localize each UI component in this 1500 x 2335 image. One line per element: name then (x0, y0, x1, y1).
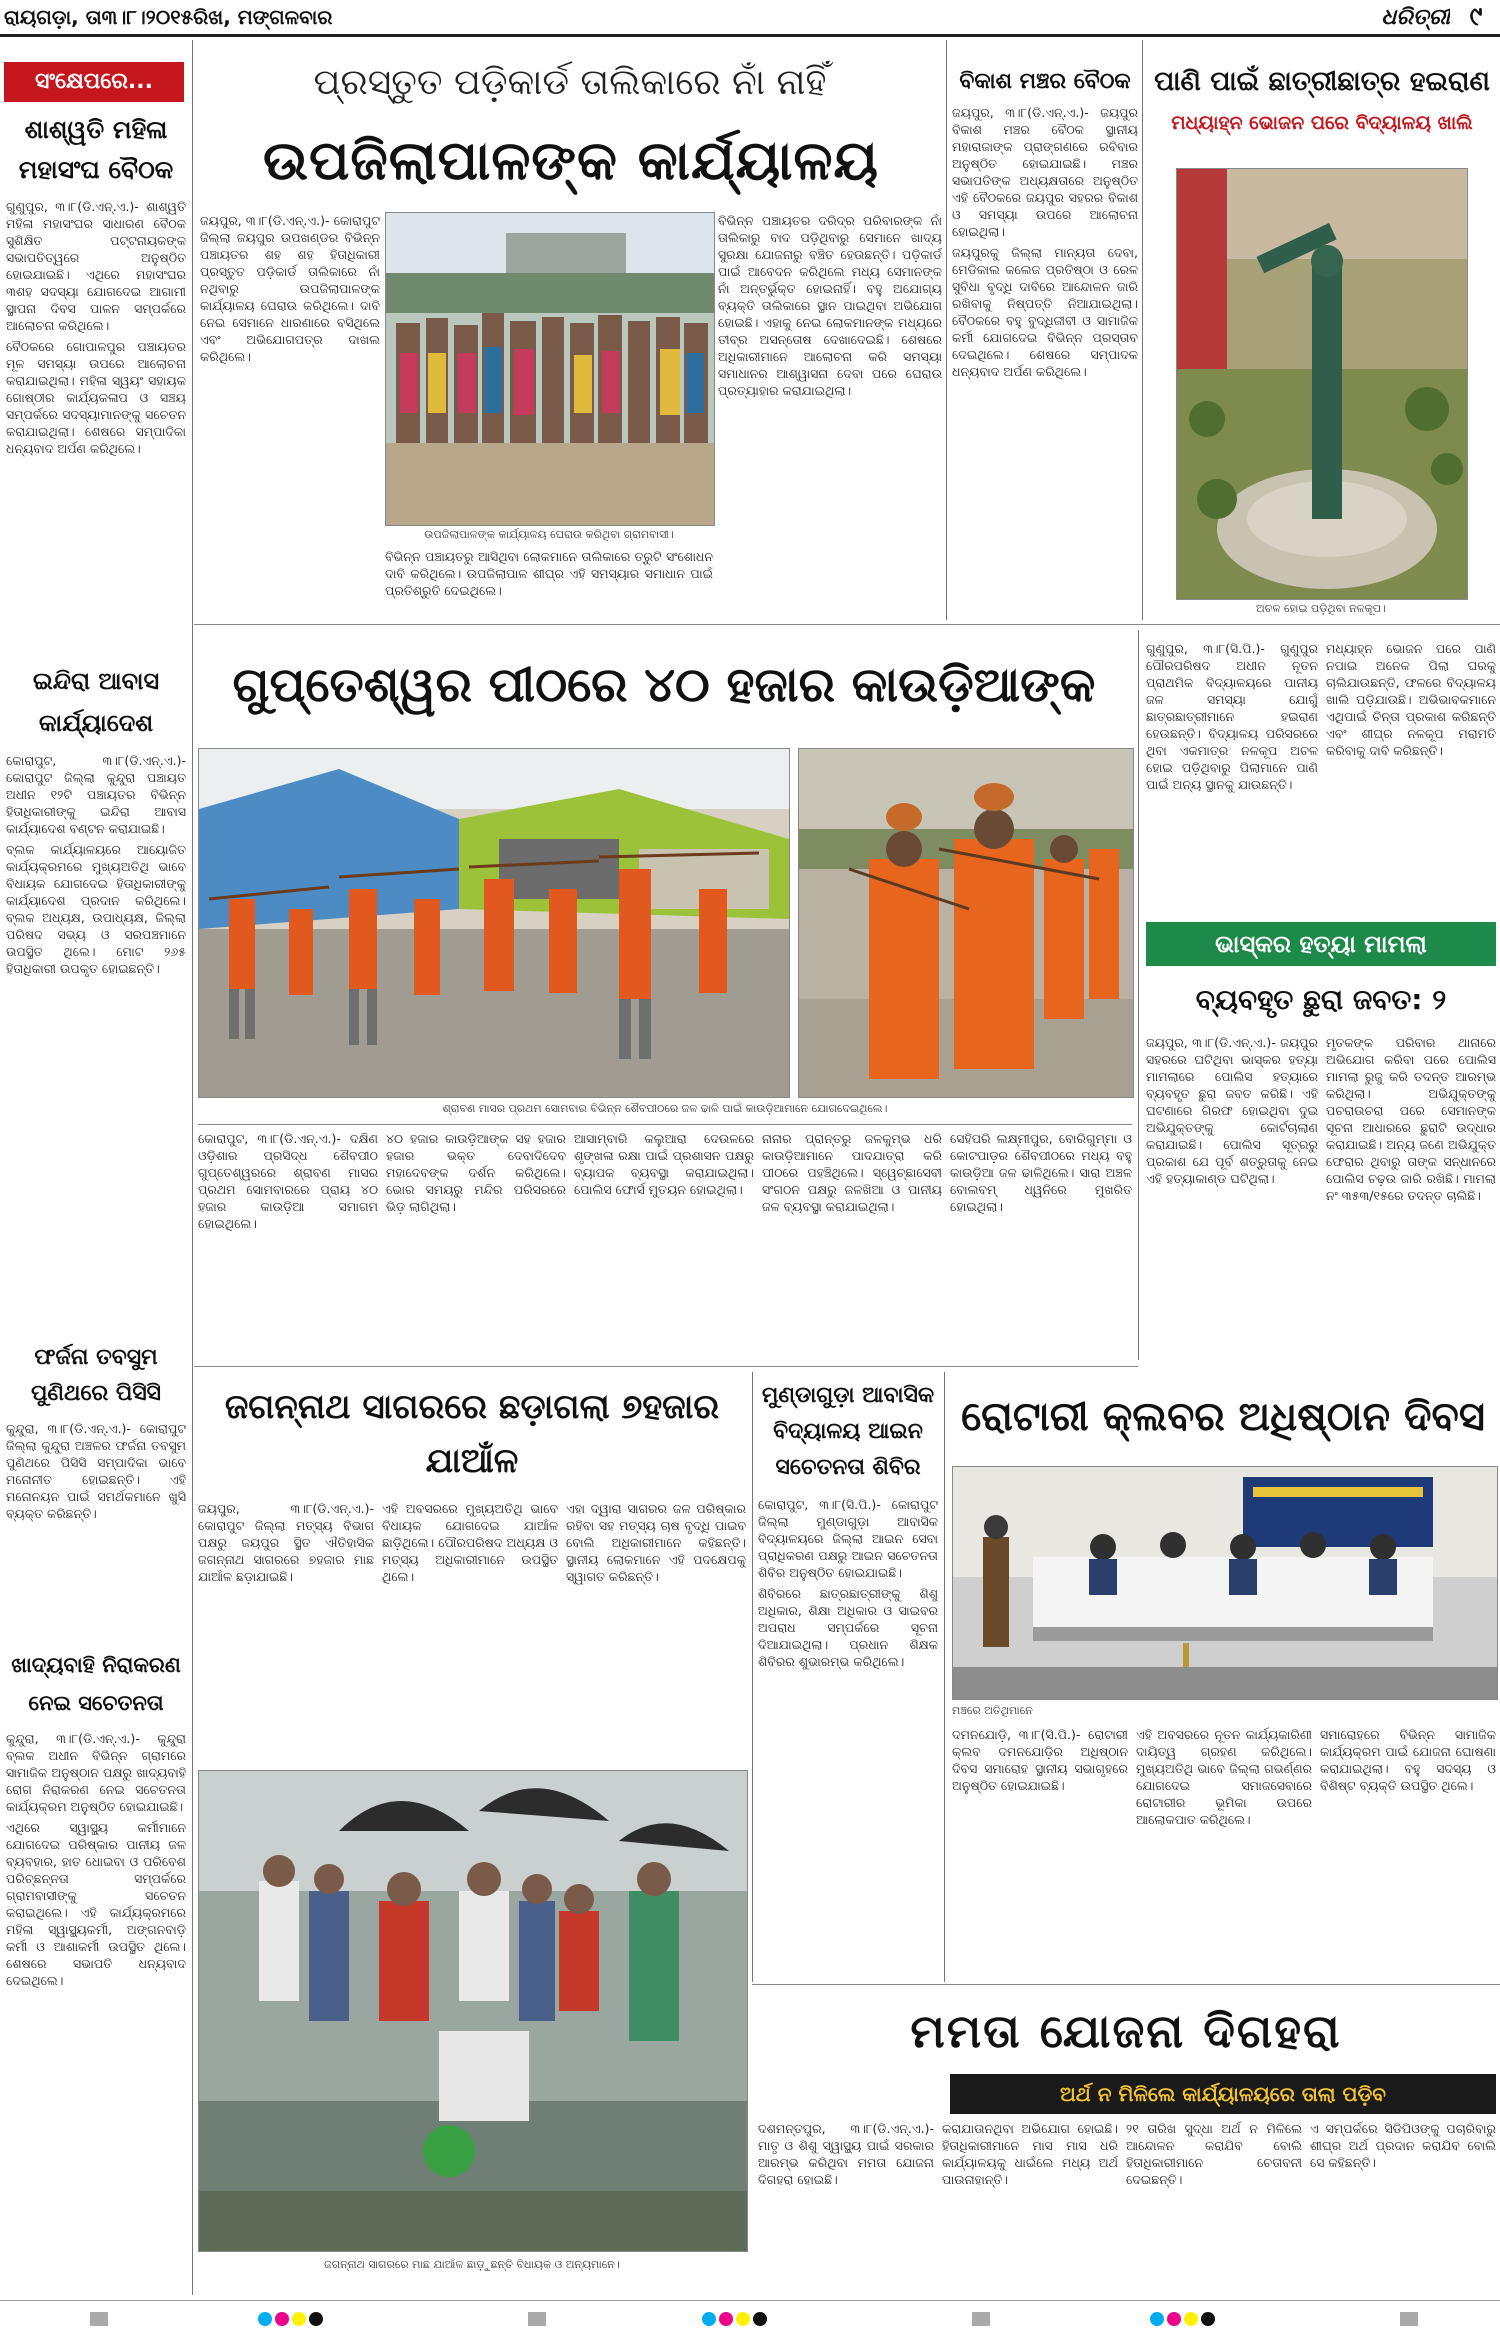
gupteswar-body-col4: ନାନାର ପ୍ରାନ୍ତରୁ ଜଳକୁମ୍ଭ ଧରି କାଉଡ଼ିଆମାନେ ପାଦଯାତ୍ରା କରି ପୀଠରେ ପହଞ୍ଚିଥିଲେ। ସ୍ୱେଚ୍ଛାସେବୀ ସଂଗଠନ ପକ୍ଷରୁ ଜଳଖିଆ ଓ ପାନୀୟ ଜଳ ବ୍ୟବସ୍ଥା କରାଯାଇଥିଲା। (762, 1131, 942, 1214)
photo-handpump-caption: ଅଚଳ ହୋଇ ପଡ଼ିଥିବା ନଳକୂପ। (1256, 602, 1386, 615)
story-water-subheadline: ମଧ୍ୟାହ୍ନ ଭୋଜନ ପରେ ବିଦ୍ୟାଳୟ ଖାଲି (1171, 112, 1473, 134)
gupteswar-body-col2: ୪୦ ହଜାର କାଉଡ଼ିଆଙ୍କ ସହ ହଜାର ହଜାର ଭକ୍ତ ଦେବାଦିଦେବ ମହାଦେବଙ୍କ ଦର୍ଶନ କରିଥିଲେ। ଭୋର ସମୟରୁ ମନ୍ଦିର ପରିସରରେ ଭିଡ଼ ଲାଗିଥିଲା। (386, 1131, 566, 1214)
story-mahila-sangha-body: ଗୁଣୁପୁର, ୩।୮(ଡି.ଏନ୍.ଏ.)- ଶାଶ୍ୱତି ମହିଳା ମହାସଂଘର ସାଧାରଣ ବୈଠକ ସୁଶିକ୍ଷିତ ପଟ୍ଟନାୟକଙ୍କ ସଭାପତିତ୍ୱରେ ଅନୁଷ୍ଠିତ ହୋଇଯାଇଛି। ଏଥିରେ ମହାସଂଘର ୩ଶହ ସଦସ୍ୟା ଯୋଗଦେଇ ଆଗାମୀ ସ୍ଥାପନା ଦିବସ ପାଳନ ସମ୍ପର୍କରେ ଆଲୋଚନା କରିଥିଲେ। ବୈଠକରେ ଗୋପାଳପୁର ପଞ୍ଚାୟତର ମୂଳ ସମସ୍ୟା ଉପରେ ଆଲୋଚନା କରାଯାଇଥିଲା। ମହିଳା ସ୍ୱୟଂ ସହାୟକ ଗୋଷ୍ଠୀର କାର୍ଯ୍ୟକଳାପ ଓ ସଞ୍ଚୟ ସମ୍ପର୍କରେ ସଦସ୍ୟାମାନଙ୍କୁ ସଚେତନ କରାଯାଇଥିଲା। ଶେଷରେ ସମ୍ପାଦିକା ଧନ୍ୟବାଦ ଅର୍ପଣ କରିଥିଲେ। (6, 199, 186, 456)
photo-kaudia-devotees (798, 748, 1134, 1098)
photo-fingerling-caption: ଜଗନ୍ନାଥ ସାଗରରେ ମାଛ ଯାଆଁଳ ଛାଡ଼ୁଛନ୍ତି ବିଧାୟକ ଓ ଅନ୍ୟମାନେ। (324, 2258, 620, 2271)
mamata-headline: ମମତା ଯୋଜନା ଦିଗହରା (910, 2004, 1342, 2058)
mamata-subheadline: ଅର୍ଥ ନ ମିଳିଲେ କାର୍ଯ୍ୟାଳୟରେ ତାଲା ପଡ଼ିବ (950, 2074, 1496, 2114)
photo-protest-crowd (385, 212, 715, 526)
swatch-black (753, 2312, 767, 2326)
swatch-black (309, 2312, 323, 2326)
footer-grey-block-left (90, 2312, 108, 2326)
swatch-magenta (1167, 2312, 1181, 2326)
mundaguda-right-divider (944, 1372, 945, 1982)
gupteswar-right-divider (1138, 630, 1139, 1360)
gupteswar-headline: ଗୁପ୍ତେଶ୍ୱର ପୀଠରେ ୪୦ ହଜାର କାଉଡ଼ିଆଙ୍କ (232, 657, 1096, 713)
swatch-magenta (719, 2312, 733, 2326)
lead-headline: ଉପଜିଲାପାଳଙ୍କ କାର୍ଯ୍ୟାଳୟ (263, 129, 879, 192)
jagannath-body-col3: ଏହା ଦ୍ୱାରା ସାଗରର ଜଳ ପରିଷ୍କାର ରହିବା ସହ ମତ୍ସ୍ୟ ଚାଷ ବୃଦ୍ଧି ପାଇବ ବୋଲି ଅଧିକାରୀମାନେ କହିଛନ୍ତି। ସ୍ଥାନୀୟ ଲୋକମାନେ ଏହି ପଦକ୍ଷେପକୁ ସ୍ୱାଗତ କରିଛନ୍ତି। (566, 1501, 746, 1584)
story-indira-awas-headline: ଇନ୍ଦିରା ଆବାସ କାର୍ଯ୍ୟାଦେଶ (32, 667, 160, 737)
lead-body-col2: ବିଭିନ୍ନ ପଞ୍ଚାୟତରୁ ଆସିଥିବା ଲୋକମାନେ ତାଲିକାରେ ତ୍ରୁଟି ସଂଶୋଧନ ଦାବି କରିଥିଲେ। ଉପଜିଲାପାଳ ଶୀଘ୍ର ଏହି ସମସ୍ୟାର ସମାଧାନ ପାଇଁ ପ୍ରତିଶ୍ରୁତି ଦେଇଥିଲେ। (385, 549, 713, 598)
swatch-cyan (1150, 2312, 1164, 2326)
masthead-logo: ଧରିତ୍ରୀ (1381, 4, 1450, 30)
story-khatabahi-body: କୁନ୍ଦୁରା, ୩।୮(ଡି.ଏନ୍.ଏ.)- କୁନ୍ଦୁରା ବ୍ଲକ ଅଧୀନ ବିଭିନ୍ନ ଗ୍ରାମରେ ସାମାଜିକ ଅନୁଷ୍ଠାନ ପକ୍ଷରୁ ଖାଦ୍ୟବାହି ରୋଗ ନିରାକରଣ ନେଇ ସଚେତନତା କାର୍ଯ୍ୟକ୍ରମ ଅନୁଷ୍ଠିତ ହୋଇଯାଇଛି। ଏଥିରେ ସ୍ୱାସ୍ଥ୍ୟ କର୍ମୀମାନେ ଯୋଗଦେଇ ପରିଷ୍କାର ପାନୀୟ ଜଳ ବ୍ୟବହାର, ହାତ ଧୋଇବା ଓ ପରିବେଶ ପରିଚ୍ଛନ୍ନତା ସମ୍ପର୍କରେ ଗ୍ରାମବାସୀଙ୍କୁ ସଚେତନ କରାଇଥିଲେ। ଏହି କାର୍ଯ୍ୟକ୍ରମରେ ମହିଳା ସ୍ୱାସ୍ଥ୍ୟକର୍ମୀ, ଅଙ୍ଗନବାଡ଼ି କର୍ମୀ ଓ ଆଶାକର୍ମୀ ଉପସ୍ଥିତ ଥିଲେ। ଶେଷରେ ସଭାପତି ଧନ୍ୟବାଦ ଦେଇଥିଲେ। (6, 1731, 186, 1988)
header-rule (0, 34, 1500, 37)
swatch-black (1201, 2312, 1215, 2326)
photo-rotary-stage (952, 1466, 1498, 1700)
mid-band-rule (194, 1366, 1138, 1367)
story-khatabahi-headline: ଖାଦ୍ୟବାହି ନିରାକରଣ ନେଇ ସଚେତନତା (11, 1653, 181, 1715)
bhaskar-body-b: ମୃତକଙ୍କ ପରିବାର ଥାନାରେ ଅଭିଯୋଗ କରିବା ପରେ ପୋଲିସ ମାମଲା ରୁଜୁ କରି ତଦନ୍ତ ଆରମ୍ଭ କରିଥିଲା। ଅଭିଯୁକ୍ତଙ୍କୁ ପଚରାଉଚରା ପରେ ସେମାନଙ୍କ ସୂଚନା ଆଧାରରେ ଛୁରାଟି ଉଦ୍ଧାର କରାଯାଇଛି। ଅନ୍ୟ ଜଣେ ଅଭିଯୁକ୍ତ ଫେରାର ଥିବାରୁ ତାଙ୍କ ସନ୍ଧାନରେ ପୋଲିସ ଚଢ଼ଉ ଜାରି ରଖିଛି। ମାମଲା ନଂ ୩୫୩/୧୫ରେ ତଦନ୍ତ ଚାଲିଛି। (1326, 1035, 1496, 1203)
mamata-body-col2: କରାଯାଉନଥିବା ଅଭିଯୋଗ ହୋଇଛି। ହିତାଧିକାରୀମାନେ ମାସ ମାସ ଧରି କାର୍ଯ୍ୟାଳୟକୁ ଧାଇଁଲେ ମଧ୍ୟ ଅର୍ଥ ପାଉନାହାନ୍ତି। (942, 2121, 1118, 2187)
lower-band-rule (752, 1984, 1500, 1985)
photo-fingerling-release (198, 1770, 748, 2252)
mundaguda-headline: ମୁଣ୍ଡାଗୁଡ଼ା ଆବାସିକ ବିଦ୍ୟାଳୟ ଆଇନ ସଚେତନତା ଶିବିର (761, 1383, 935, 1480)
jagannath-body-col2: ଏହି ଅବସରରେ ମୁଖ୍ୟଅତିଥି ଭାବେ ବିଧାୟକ ଯୋଗଦେଇ ଯାଆଁଳ ଛାଡ଼ିଥିଲେ। ପୌରପରିଷଦ ଅଧ୍ୟକ୍ଷ ଓ ମତ୍ସ୍ୟ ଅଧିକାରୀମାନେ ଉପସ୍ଥିତ ଥିଲେ। (382, 1501, 558, 1584)
lead-kicker: ପ୍ରସ୍ତୁତ ପଡ଼ିକାର୍ଡ ତାଲିକାରେ ନାଁ ନାହିଁ (313, 62, 827, 103)
right-mid-body-b: ମଧ୍ୟାହ୍ନ ଭୋଜନ ପରେ ପାଣି ନପାଇ ଅନେକ ପିଲା ଘରକୁ ଚାଲିଯାଉଛନ୍ତି, ଫଳରେ ବିଦ୍ୟାଳୟ ଖାଲି ପଡ଼ିଯାଉଛି। ଅଭିଭାବକମାନେ ଏଥିପାଇଁ ଚିନ୍ତା ପ୍ରକାଶ କରିଛନ୍ତି ଏବଂ ଶୀଘ୍ର ନଳକୂପ ମରାମତି କରିବାକୁ ଦାବି କରିଛନ୍ତି। (1326, 641, 1496, 758)
photo-rotary-caption: ମଞ୍ଚରେ ଅତିଥିମାନେ (952, 1704, 1033, 1717)
footer-rule (0, 2300, 1500, 2301)
photo-kaudia-procession-street (198, 748, 790, 1098)
gupteswar-body-col3: ଆସାମ୍ବାରି କଲୁଆରା ଦେଉଳରେ ଶୃଙ୍ଖଳା ରକ୍ଷା ପାଇଁ ପ୍ରଶାସନ ପକ୍ଷରୁ ବ୍ୟାପକ ବ୍ୟବସ୍ଥା କରାଯାଇଥିଲା। ପୋଲିସ ଫୋର୍ସ ମୁତୟନ ହୋଇଥିଲା। (574, 1131, 754, 1197)
footer-grey-block-center-right (972, 2312, 990, 2326)
jagannath-right-divider (752, 1372, 753, 1982)
mundaguda-body: କୋରାପୁଟ, ୩।୮(ସି.ପି.)- କୋରାପୁଟ ଜିଲ୍ଲା ମୁଣ୍ଡାଗୁଡ଼ା ଆବାସିକ ବିଦ୍ୟାଳୟରେ ଜିଲ୍ଲା ଆଇନ ସେବା ପ୍ରାଧିକରଣ ପକ୍ଷରୁ ଆଇନ ସଚେତନତା ଶିବିର ଅନୁଷ୍ଠିତ ହୋଇଯାଇଛି। ଶିବିରରେ ଛାତ୍ରଛାତ୍ରୀଙ୍କୁ ଶିଶୁ ଅଧିକାର, ଶିକ୍ଷା ଅଧିକାର ଓ ସାଇବର ଅପରାଧ ସମ୍ପର୍କରେ ସୂଚନା ଦିଆଯାଇଥିଲା। ପ୍ରଧାନ ଶିକ୍ଷକ ଶିବିରର ଶୁଭାରମ୍ଭ କରିଥିଲେ। (758, 1497, 938, 1669)
jagannath-headline: ଜଗନ୍ନାଥ ସାଗରରେ ଛଡ଼ାଗଲା ୭ହଜାର ଯାଆଁଳ (224, 1387, 720, 1481)
left-column-divider (192, 40, 193, 2295)
swatch-cyan (258, 2312, 272, 2326)
color-registration-swatches-3 (1150, 2312, 1215, 2326)
bhaskar-headline: ବ୍ୟବହୃତ ଛୁରା ଜବତ: ୨ (1195, 983, 1447, 1016)
center-right-divider-top (946, 40, 947, 620)
rotary-body-col2: ଏହି ଅବସରରେ ନୂତନ କାର୍ଯ୍ୟକାରିଣୀ ଦାୟିତ୍ୱ ଗ୍ରହଣ କରିଥିଲେ। ମୁଖ୍ୟଅତିଥି ଭାବେ ଜିଲ୍ଲା ଗଭର୍ଣ୍ଣର ଯୋଗଦେଇ ସମାଜସେବାରେ ରୋଟାରୀର ଭୂମିକା ଉପରେ ଆଲୋକପାତ କରିଥିଲେ। (1136, 1727, 1312, 1827)
lead-body-col1: ଜୟପୁର, ୩।୮(ଡି.ଏନ୍.ଏ.)- କୋରାପୁଟ ଜିଲ୍ଲା ଜୟପୁର ଉପଖଣ୍ଡର ବିଭିନ୍ନ ପଞ୍ଚାୟତର ଶହ ଶହ ହିତାଧିକାରୀ ପ୍ରସ୍ତୁତ ପଡ଼ିକାର୍ଡ ତାଲିକାରେ ନାଁ ନଥିବାରୁ ଉପଜିଲାପାଳଙ୍କ କାର୍ଯ୍ୟାଳୟ ଘେରାଉ କରିଥିଲେ। ଦାବି ନେଇ ସେମାନେ ଧାରଣାରେ ବସିଥିଲେ ଏବଂ ଅଭିଯୋଗପତ୍ର ଦାଖଲ କରିଥିଲେ। (200, 213, 380, 364)
mamata-body-col4: ଏ ସମ୍ପର୍କରେ ସିଡିପିଓଙ୍କୁ ପଚାରିବାରୁ ଶୀଘ୍ର ଅର୍ଥ ପ୍ରଦାନ କରାଯିବ ବୋଲି ସେ କହିଛନ୍ତି। (1310, 2121, 1496, 2170)
story-bikash-mancha-body: ଜୟପୁର, ୩।୮(ଡି.ଏନ୍.ଏ.)- ଜୟପୁର ବିକାଶ ମଞ୍ଚର ବୈଠକ ସ୍ଥାନୀୟ ମହାରାଜାଙ୍କ ପ୍ରାଙ୍ଗଣରେ ରବିବାର ଅନୁଷ୍ଠିତ ହୋଇଯାଇଛି। ମଞ୍ଚର ସଭାପତିଙ୍କ ଅଧ୍ୟକ୍ଷତାରେ ଅନୁଷ୍ଠିତ ଏହି ବୈଠକରେ ଜୟପୁର ସହରର ବିକାଶ ଓ ସମସ୍ୟା ଉପରେ ଆଲୋଚନା ହୋଇଥିଲା। ଜୟପୁରକୁ ଜିଲ୍ଲା ମାନ୍ୟତା ଦେବା, ମେଡିକାଲ କଲେଜ ପ୍ରତିଷ୍ଠା ଓ ରେଳ ସୁବିଧା ବୃଦ୍ଧି ଦାବିରେ ଆନ୍ଦୋଳନ ଜାରି ରଖିବାକୁ ନିଷ୍ପତ୍ତି ନିଆଯାଇଥିଲା। ବୈଠକରେ ବହୁ ବୁଦ୍ଧିଜୀବୀ ଓ ସାମାଜିକ କର୍ମୀ ଯୋଗଦେଇ ବିଭିନ୍ନ ପ୍ରସ୍ତାବ ଦେଇଥିଲେ। ଶେଷରେ ସମ୍ପାଦକ ଧନ୍ୟବାଦ ଅର୍ପଣ କରିଥିଲେ। (952, 105, 1138, 379)
right-inner-divider-top (1142, 40, 1143, 620)
story-bikash-mancha-headline: ବିକାଶ ମଞ୍ଚର ବୈଠକ (959, 69, 1131, 94)
story-water-headline: ପାଣି ପାଇଁ ଛାତ୍ରୀଛାତ୍ର ହଇରାଣ (1154, 66, 1490, 97)
mamata-body-col3: ୨୧ ତାରିଖ ସୁଦ୍ଧା ଅର୍ଥ ନ ମିଳିଲେ ଆନ୍ଦୋଳନ କରାଯିବ ବୋଲି ହିତାଧିକାରୀମାନେ ଚେତାବନୀ ଦେଇଛନ୍ତି। (1126, 2121, 1302, 2187)
swatch-cyan (702, 2312, 716, 2326)
swatch-magenta (275, 2312, 289, 2326)
lead-body-col3: ବିଭିନ୍ନ ପଞ୍ଚାୟତର ଦରିଦ୍ର ପରିବାରଙ୍କ ନାଁ ତାଲିକାରୁ ବାଦ ପଡ଼ିଥିବାରୁ ସେମାନେ ଖାଦ୍ୟ ସୁରକ୍ଷା ଯୋଜନାରୁ ବଞ୍ଚିତ ହେଉଛନ୍ତି। ପଡ଼ିକାର୍ଡ ପାଇଁ ଆବେଦନ କରିଥିଲେ ମଧ୍ୟ ସେମାନଙ୍କ ନାଁ ଅନ୍ତର୍ଭୁକ୍ତ ହୋଇନାହିଁ। ବହୁ ଅଯୋଗ୍ୟ ବ୍ୟକ୍ତି ତାଲିକାରେ ସ୍ଥାନ ପାଇଥିବା ଅଭିଯୋଗ ହୋଇଛି। ଏହାକୁ ନେଇ ଲୋକମାନଙ୍କ ମଧ୍ୟରେ ତୀବ୍ର ଅସନ୍ତୋଷ ଦେଖାଦେଇଛି। ଶେଷରେ ଅଧିକାରୀମାନେ ଆଲୋଚନା କରି ସମସ୍ୟା ସମାଧାନର ଆଶ୍ୱାସନା ଦେବା ପରେ ଘେରାଉ ପ୍ରତ୍ୟାହାର କରାଯାଇଥିଲା। (718, 213, 942, 398)
gupteswar-photo-caption: ଶ୍ରାବଣ ମାସର ପ୍ରଥମ ସୋମବାର ବିଭିନ୍ନ ଶୈବପୀଠରେ ଜଳ ଢାଳି ପାଇଁ କାଉଡ଼ିଆମାନେ ଯୋଗଦେଇଥିଲେ। (442, 1102, 888, 1115)
gupteswar-body-col5: ସେହିପରି ଲକ୍ଷ୍ମୀପୁର, ବୋରିଗୁମ୍ମା ଓ କୋଟପାଡ଼ର ଶୈବପୀଠରେ ମଧ୍ୟ ବହୁ କାଉଡ଼ିଆ ଜଳ ଢାଳିଥିଲେ। ସାରା ଅଞ୍ଚଳ ବୋଲବମ୍ ଧ୍ୱନିରେ ମୁଖରିତ ହୋଇଥିଲା। (950, 1131, 1132, 1214)
story-mahila-sangha-headline: ଶାଶ୍ୱତି ମହିଳା ମହାସଂଘ ବୈଠକ (18, 115, 174, 184)
story-farzana-body: କୁନ୍ଦୁରା, ୩।୮(ଡି.ଏନ୍.ଏ.)- କୋରାପୁଟ ଜିଲ୍ଲା କୁନ୍ଦୁରା ଅଞ୍ଚଳର ଫର୍ଜନା ତବସୁମ ପୁଣିଥରେ ପିସିସି ସମ୍ପାଦିକା ଭାବେ ମନୋନୀତ ହୋଇଛନ୍ତି। ଏହି ମନୋନୟନ ପାଇଁ ସମର୍ଥକମାନେ ଖୁସି ବ୍ୟକ୍ତ କରିଛନ୍ତି। (6, 1421, 186, 1521)
gupteswar-body-col1: କୋରାପୁଟ, ୩।୮(ଡି.ଏନ୍.ଏ.)- ଦକ୍ଷିଣ ଓଡ଼ିଶାର ପ୍ରସିଦ୍ଧ ଶୈବପୀଠ ଗୁପ୍ତେଶ୍ୱରରେ ଶ୍ରାବଣ ମାସର ପ୍ରଥମ ସୋମବାରରେ ପ୍ରାୟ ୪୦ ହଜାର କାଉଡ଼ିଆ ସମାଗମ ହୋଇଥିଲେ। (198, 1131, 378, 1231)
bhaskar-murder-banner: ଭାସ୍କର ହତ୍ୟା ମାମଲା (1146, 922, 1496, 966)
rotary-body-col1: ଦମନଯୋଡ଼ି, ୩।୮(ସି.ପି.)- ରୋଟାରୀ କ୍ଲବ ଦମନଯୋଡ଼ିର ଅଧିଷ୍ଠାନ ଦିବସ ସମାରୋହ ସ୍ଥାନୀୟ ସଭାଗୃହରେ ଅନୁଷ୍ଠିତ ହୋଇଯାଇଛି। (952, 1727, 1128, 1793)
bhaskar-body-a: ଜୟପୁର, ୩।୮(ଡି.ଏନ୍.ଏ.)- ଜୟପୁର ସହରରେ ଘଟିଥିବା ଭାସ୍କର ହତ୍ୟା ମାମଲାରେ ପୋଲିସ ହତ୍ୟାରେ ବ୍ୟବହୃତ ଛୁରା ଜବତ କରିଛି। ଏହି ଘଟଣାରେ ଗିରଫ ହୋଇଥିବା ଦୁଇ ଅଭିଯୁକ୍ତଙ୍କୁ କୋର୍ଟଚାଲାଣ କରାଯାଇଛି। ପୋଲିସ ସୂତ୍ରରୁ ପ୍ରକାଶ ଯେ ପୂର୍ବ ଶତ୍ରୁତାକୁ ନେଇ ଏହି ହତ୍ୟାକାଣ୍ଡ ଘଟିଥିଲା। (1146, 1035, 1318, 1186)
page-header-dateline: ରାୟଗଡ଼ା, ତା୩।୮।୨୦୧୫ରିଖ, ମଙ୍ଗଳବାର (4, 5, 333, 29)
top-band-rule (194, 624, 1500, 625)
mamata-body-col1: ଦଶମନ୍ତପୁର, ୩।୮(ଡି.ଏନ୍.ଏ.)- ମାତୃ ଓ ଶିଶୁ ସ୍ୱାସ୍ଥ୍ୟ ପାଇଁ ସରକାର ଆରମ୍ଭ କରିଥିବା ମମତା ଯୋଜନା ଦିଗହରା ହୋଇଛି। (758, 2121, 934, 2187)
swatch-yellow (736, 2312, 750, 2326)
swatch-yellow (1184, 2312, 1198, 2326)
footer-grey-block-center-left (528, 2312, 546, 2326)
gupteswar-caption-rule (198, 1124, 1132, 1125)
footer-grey-block-right (1400, 2312, 1418, 2326)
story-indira-awas-body: କୋରାପୁଟ, ୩।୮(ଡି.ଏନ୍.ଏ.)- କୋରାପୁଟ ଜିଲ୍ଲା କୁନ୍ଦୁରା ପଞ୍ଚାୟତ ଅଧୀନ ୧୨ଟି ପଞ୍ଚାୟତର ବିଭିନ୍ନ ହିତାଧିକାରୀଙ୍କୁ ଇନ୍ଦିରା ଆବାସ କାର୍ଯ୍ୟାଦେଶ ବଣ୍ଟନ କରାଯାଇଛି। ବ୍ଲକ କାର୍ଯ୍ୟାଳୟରେ ଆୟୋଜିତ କାର୍ଯ୍ୟକ୍ରମରେ ମୁଖ୍ୟଅତିଥି ଭାବେ ବିଧାୟକ ଯୋଗଦେଇ ହିତାଧିକାରୀଙ୍କୁ କାର୍ଯ୍ୟାଦେଶ ପ୍ରଦାନ କରିଥିଲେ। ବ୍ଲକ ଅଧ୍ୟକ୍ଷ, ଉପାଧ୍ୟକ୍ଷ, ଜିଲ୍ଲା ପରିଷଦ ସଭ୍ୟ ଓ ସରପଞ୍ଚମାନେ ଉପସ୍ଥିତ ଥିଲେ। ମୋଟ ୨୬୫ ହିତାଧିକାରୀ ଉପକୃତ ହୋଇଛନ୍ତି। (6, 753, 186, 976)
swatch-yellow (292, 2312, 306, 2326)
rotary-headline: ରୋଟାରୀ କ୍ଲବର ଅଧିଷ୍ଠାନ ଦିବସ (961, 1394, 1485, 1440)
story-farzana-headline: ଫର୍ଜନା ତବସୁମ ପୁଣିଥରେ ପିସିସି (30, 1345, 162, 1406)
jagannath-body-col1: ଜୟପୁର, ୩।୮(ଡି.ଏନ୍.ଏ.)- କୋରାପୁଟ ଜିଲ୍ଲା ମତ୍ସ୍ୟ ବିଭାଗ ପକ୍ଷରୁ ଜୟପୁର ସ୍ଥିତ ଐତିହାସିକ ଜଗନ୍ନାଥ ସାଗରରେ ୭ହଜାର ମାଛ ଯାଆଁଳ ଛଡ଼ାଯାଇଛି। (198, 1501, 374, 1584)
photo-protest-caption: ଉପଜିଲାପାଳଙ୍କ କାର୍ଯ୍ୟାଳୟ ଘେରାଉ କରିଥିବା ଗ୍ରାମବାସୀ। (424, 528, 674, 541)
color-registration-swatches-1 (258, 2312, 323, 2326)
briefs-label: ସଂକ୍ଷେପରେ... (4, 62, 184, 102)
rotary-body-col3: ସମାରୋହରେ ବିଭିନ୍ନ ସାମାଜିକ କାର୍ଯ୍ୟକ୍ରମ ପାଇଁ ଯୋଜନା ଘୋଷଣା କରାଯାଇଥିଲା। ବହୁ ସଦସ୍ୟ ଓ ବିଶିଷ୍ଟ ବ୍ୟକ୍ତି ଉପସ୍ଥିତ ଥିଲେ। (1320, 1727, 1496, 1793)
color-registration-swatches-2 (702, 2312, 767, 2326)
right-mid-body-a: ଗୁଣୁପୁର, ୩।୮(ସି.ପି.)- ଗୁଣୁପୁର ପୌରପରିଷଦ ଅଧୀନ ନୂତନ ପ୍ରାଥମିକ ବିଦ୍ୟାଳୟରେ ପାନୀୟ ଜଳ ସମସ୍ୟା ଯୋଗୁଁ ଛାତ୍ରଛାତ୍ରୀମାନେ ହଇରାଣ ହେଉଛନ୍ତି। ବିଦ୍ୟାଳୟ ପରିସରରେ ଥିବା ଏକମାତ୍ର ନଳକୂପ ଅଚଳ ହୋଇ ପଡ଼ିଥିବାରୁ ପିଲାମାନେ ପାଣି ପାଇଁ ଅନ୍ୟ ସ୍ଥାନକୁ ଯାଉଛନ୍ତି। (1146, 641, 1318, 792)
page-number: ୯ (1469, 2, 1483, 32)
photo-handpump (1176, 168, 1468, 600)
